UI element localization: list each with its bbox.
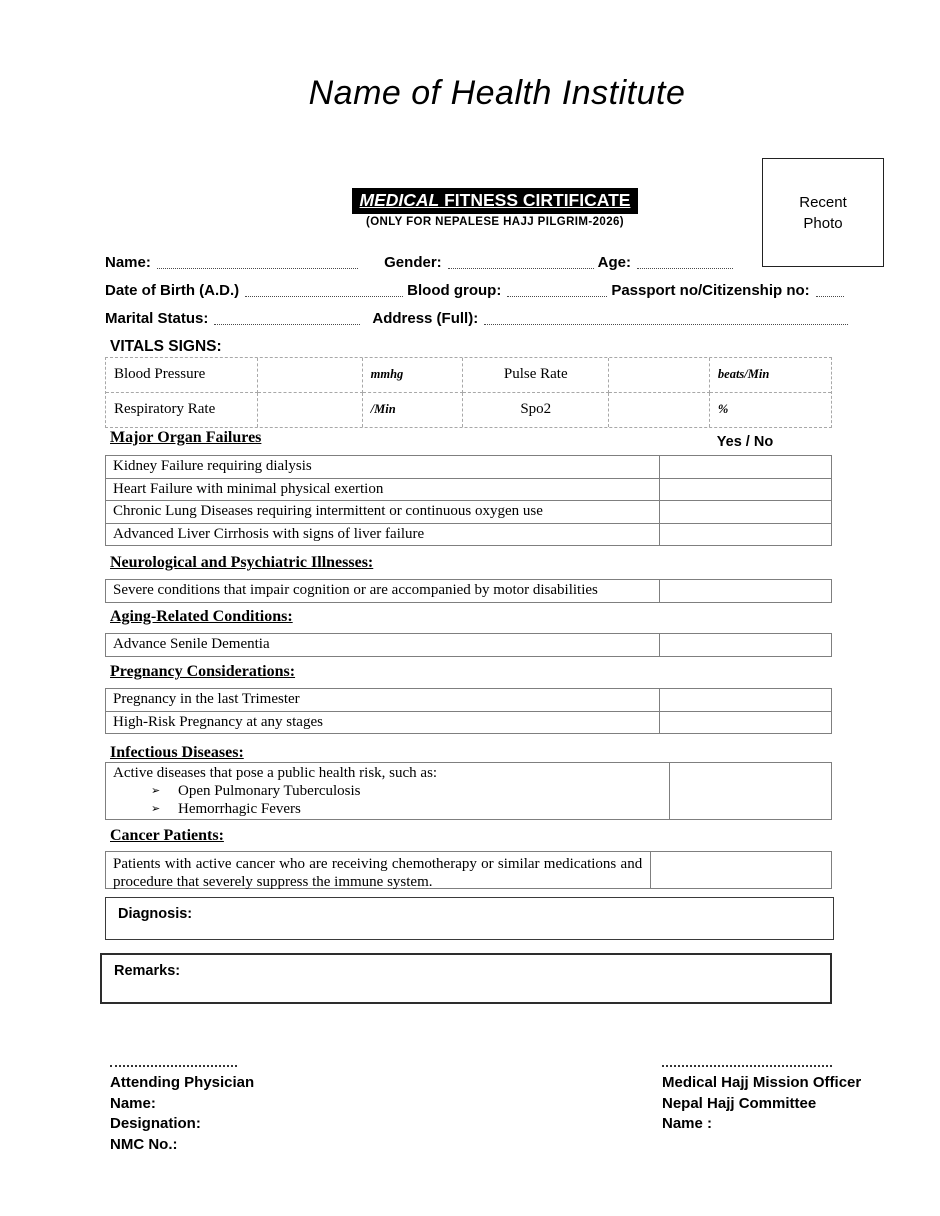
remarks-label: Remarks: <box>114 963 181 979</box>
infectious-box <box>105 762 832 820</box>
officer-signature-line[interactable] <box>662 1058 832 1067</box>
table-row <box>106 634 831 656</box>
pulse-rate-label: Pulse Rate <box>463 358 609 393</box>
pregnancy-item: Pregnancy in the last Trimester <box>106 689 660 711</box>
physician-designation-label: Designation: <box>110 1115 201 1132</box>
address-label: Address (Full): <box>372 310 479 327</box>
blood-pressure-unit: mmhg <box>363 358 464 393</box>
pregnancy-heading: Pregnancy Considerations: <box>110 663 296 680</box>
major-organ-item: Heart Failure with minimal physical exertion <box>106 479 660 501</box>
aging-table <box>105 633 832 657</box>
major-organ-table <box>105 455 832 546</box>
vitals-heading: VITALS SIGNS: <box>110 338 222 355</box>
physician-signature-line[interactable] <box>110 1058 237 1067</box>
major-organ-answer-cell[interactable] <box>660 456 831 478</box>
infectious-bullet <box>151 782 661 800</box>
cancer-answer-cell[interactable] <box>650 852 831 888</box>
respiratory-rate-value-cell[interactable] <box>258 393 362 428</box>
remarks-box[interactable] <box>100 953 832 1004</box>
table-row <box>106 580 831 602</box>
major-organ-heading: Major Organ Failures <box>110 429 262 446</box>
aging-answer-cell[interactable] <box>660 634 831 656</box>
table-row <box>106 712 831 734</box>
age-label: Age: <box>597 254 631 271</box>
major-organ-answer-cell[interactable] <box>660 479 831 501</box>
major-organ-answer-cell[interactable] <box>660 524 831 546</box>
pulse-rate-unit: beats/Min <box>710 358 831 393</box>
dob-blood-passport-row <box>105 281 848 299</box>
neurological-item: Severe conditions that impair cognition or are accompanied by motor disabilities <box>106 580 660 602</box>
diagnosis-box[interactable] <box>105 897 834 940</box>
infectious-bullet <box>151 800 661 818</box>
certificate-title-medical: MEDICAL <box>359 190 440 210</box>
cancer-box <box>105 851 832 889</box>
certificate-header <box>105 188 885 228</box>
spo2-label: Spo2 <box>463 393 609 428</box>
marital-status-fill[interactable] <box>214 311 360 325</box>
attending-physician-signature-block <box>110 1058 254 1155</box>
pulse-rate-value-cell[interactable] <box>609 358 710 393</box>
major-organ-item: Kidney Failure requiring dialysis <box>106 456 660 478</box>
spo2-unit: % <box>717 402 729 417</box>
dob-fill[interactable] <box>245 283 403 297</box>
certificate-title-rest: FITNESS CIRTIFICATE <box>439 190 631 210</box>
name-fill[interactable] <box>157 255 358 269</box>
name-gender-age-row <box>105 253 737 271</box>
arrow-bullet-icon: ➢ <box>151 803 161 815</box>
institute-title: Name of Health Institute <box>308 74 686 112</box>
infectious-intro: Active diseases that pose a public health risk, such as: <box>113 765 438 781</box>
major-organ-item: Advanced Liver Cirrhosis with signs of liver failure <box>106 524 660 546</box>
cancer-item: Patients with active cancer who are receiving chemotherapy or similar medications and procedure that severely suppress the immune system. <box>113 856 643 890</box>
infectious-answer-cell[interactable] <box>669 763 831 819</box>
officer-org: Nepal Hajj Committee <box>662 1094 817 1112</box>
vitals-table <box>105 357 832 428</box>
physician-role: Attending Physician <box>110 1074 255 1091</box>
cancer-heading: Cancer Patients: <box>110 827 224 844</box>
table-row <box>106 479 831 502</box>
aging-item: Advance Senile Dementia <box>106 634 660 656</box>
neurological-answer-cell[interactable] <box>660 580 831 602</box>
pregnancy-item: High-Risk Pregnancy at any stages <box>106 712 660 734</box>
respiratory-rate-unit: /Min <box>363 393 464 428</box>
major-organ-answer-cell[interactable] <box>660 501 831 523</box>
arrow-bullet-icon: ➢ <box>151 785 161 797</box>
blood-group-label: Blood group: <box>407 282 502 299</box>
officer-role: Medical Hajj Mission Officer <box>662 1074 862 1091</box>
blood-pressure-label: Blood Pressure <box>106 358 258 393</box>
certificate-title <box>352 188 639 214</box>
blood-pressure-value-cell[interactable] <box>258 358 362 393</box>
blood-group-fill[interactable] <box>507 283 607 297</box>
spo2-value-cell[interactable] <box>609 393 710 428</box>
passport-label: Passport no/Citizenship no: <box>611 282 810 299</box>
gender-fill[interactable] <box>448 255 594 269</box>
photo-box-label-line2: Photo <box>803 214 843 232</box>
name-label: Name: <box>105 254 151 271</box>
officer-name-label: Name : <box>662 1115 713 1132</box>
photo-box-label-line1: Recent <box>799 193 847 211</box>
marital-status-label: Marital Status: <box>105 310 209 327</box>
certificate-subtitle: (ONLY FOR NEPALESE HAJJ PILGRIM-2026) <box>365 216 625 228</box>
major-organ-item: Chronic Lung Diseases requiring intermittent or continuous oxygen use <box>106 501 660 523</box>
table-row <box>106 689 831 712</box>
dob-label: Date of Birth (A.D.) <box>105 282 240 299</box>
mission-officer-signature-block <box>662 1058 861 1135</box>
respiratory-rate-label: Respiratory Rate <box>106 393 258 428</box>
neurological-heading: Neurological and Psychiatric Illnesses: <box>110 554 374 571</box>
gender-label: Gender: <box>384 254 442 271</box>
infectious-bullet-text: Open Pulmonary Tuberculosis <box>178 783 361 799</box>
infectious-heading: Infectious Diseases: <box>110 744 244 761</box>
pregnancy-answer-cell[interactable] <box>660 712 831 734</box>
marital-address-row <box>105 309 852 327</box>
infectious-content <box>106 763 669 819</box>
pregnancy-table <box>105 688 832 734</box>
table-row <box>106 501 831 524</box>
address-fill[interactable] <box>484 311 848 325</box>
diagnosis-label: Diagnosis: <box>118 906 193 922</box>
aging-heading: Aging-Related Conditions: <box>110 608 293 625</box>
physician-name-label: Name: <box>110 1094 156 1112</box>
passport-fill[interactable] <box>816 283 844 297</box>
physician-nmc-label: NMC No.: <box>110 1135 178 1153</box>
age-fill[interactable] <box>637 255 733 269</box>
table-row <box>106 456 831 479</box>
yes-no-column-label: Yes / No <box>716 434 774 450</box>
neurological-table <box>105 579 832 603</box>
table-row <box>106 524 831 546</box>
pregnancy-answer-cell[interactable] <box>660 689 831 711</box>
infectious-bullet-text: Hemorrhagic Fevers <box>178 801 301 817</box>
